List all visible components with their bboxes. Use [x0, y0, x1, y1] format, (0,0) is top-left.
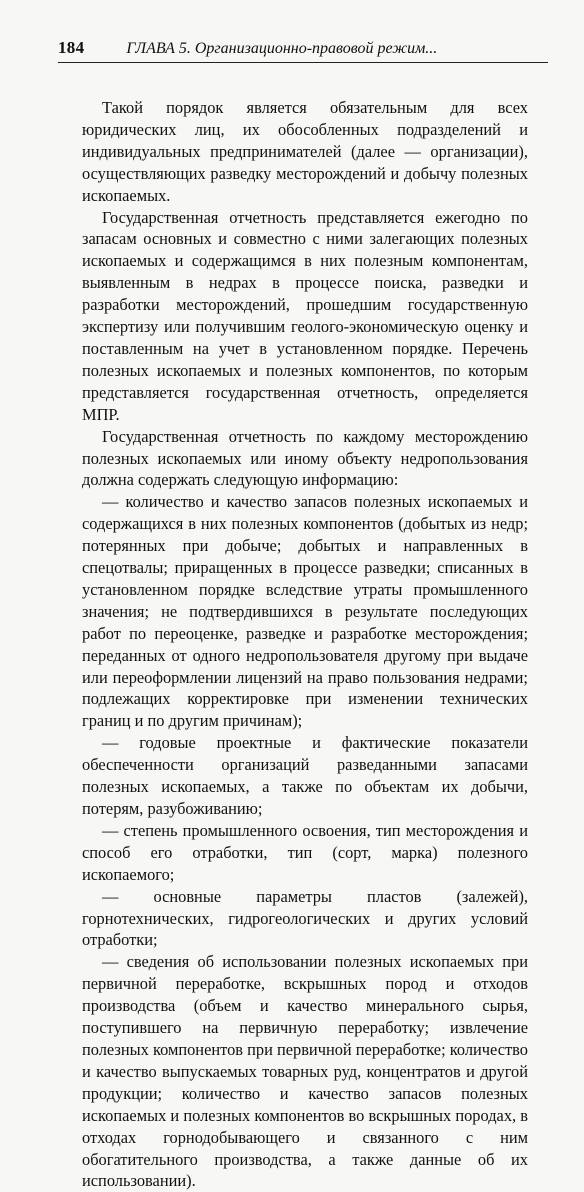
list-item: — степень промышленного освоения, тип месторождения и способ его отработки, тип (сорт, марка) полезного ископаемого; [82, 820, 528, 884]
paragraph: Государственная отчетность по каждому месторождению полезных ископаемых или иному объекту недропользования должна содержать следующую информацию: [82, 426, 528, 490]
paragraph: Государственная отчетность представляется ежегодно по запасам основных и совместно с ними залегающих полезных ископаемых и содержащимся в них полезным компонентам, выявленным в недрах в процессе поиска, разведки и разработки месторождений, прошедшим государственную экспертизу или получившим геолого-экономическую оценку и поставленным на учет в установленном порядке. Перечень полезных ископаемых и полезных компонентов, по которым представляется государственная отчетность, определяется МПР. [82, 207, 528, 424]
page-number: 184 [58, 38, 85, 57]
list-item: — основные параметры пластов (залежей), горнотехнических, гидрогеологических и других условий отработки; [82, 886, 528, 950]
list-item: — годовые проектные и фактические показатели обеспеченности организаций разведанными запасами полезных ископаемых, а также по объектам их добычи, потерям, разубоживанию; [82, 733, 528, 818]
body-text [82, 97, 528, 1192]
running-title: ГЛАВА 5. Организационно-правовой режим... [126, 40, 438, 57]
page-header [58, 38, 548, 63]
paragraph: Такой порядок является обязательным для всех юридических лиц, их обособленных подразделений и индивидуальных предпринимателей (далее — организации), осуществляющих разведку месторождений и добычу полезных ископаемых. [82, 98, 528, 205]
list-item: — сведения об использовании полезных ископаемых при первичной переработке, вскрышных пород и отходов производства (объем и качество минерального сырья, поступившего на первичную переработку; извлечение полезных компонентов при первичной переработке; количество и качество выпускаемых товарных руд, концентратов и другой продукции; количество и качество запасов полезных ископаемых и полезных компонентов во вскрышных породах, в отходах горнодобывающего и связанного с ним обогатительного производства, а также данные об их использовании). [82, 952, 528, 1191]
list-item: — количество и качество запасов полезных ископаемых и содержащихся в них полезных компонентов (добытых из недр; потерянных при добыче; добытых и направленных в спецотвалы; приращенных в процессе разведки; списанных в установленном порядке вследствие утраты промышленного значения; не подтвердившихся в результате последующих работ по переоценке, разведке и разработке месторождения; переданных от одного недропользователя другому при выдаче или переоформлении лицензий на право пользования недрами; подлежащих корректировке при изменении технических границ и по другим причинам); [82, 492, 528, 731]
